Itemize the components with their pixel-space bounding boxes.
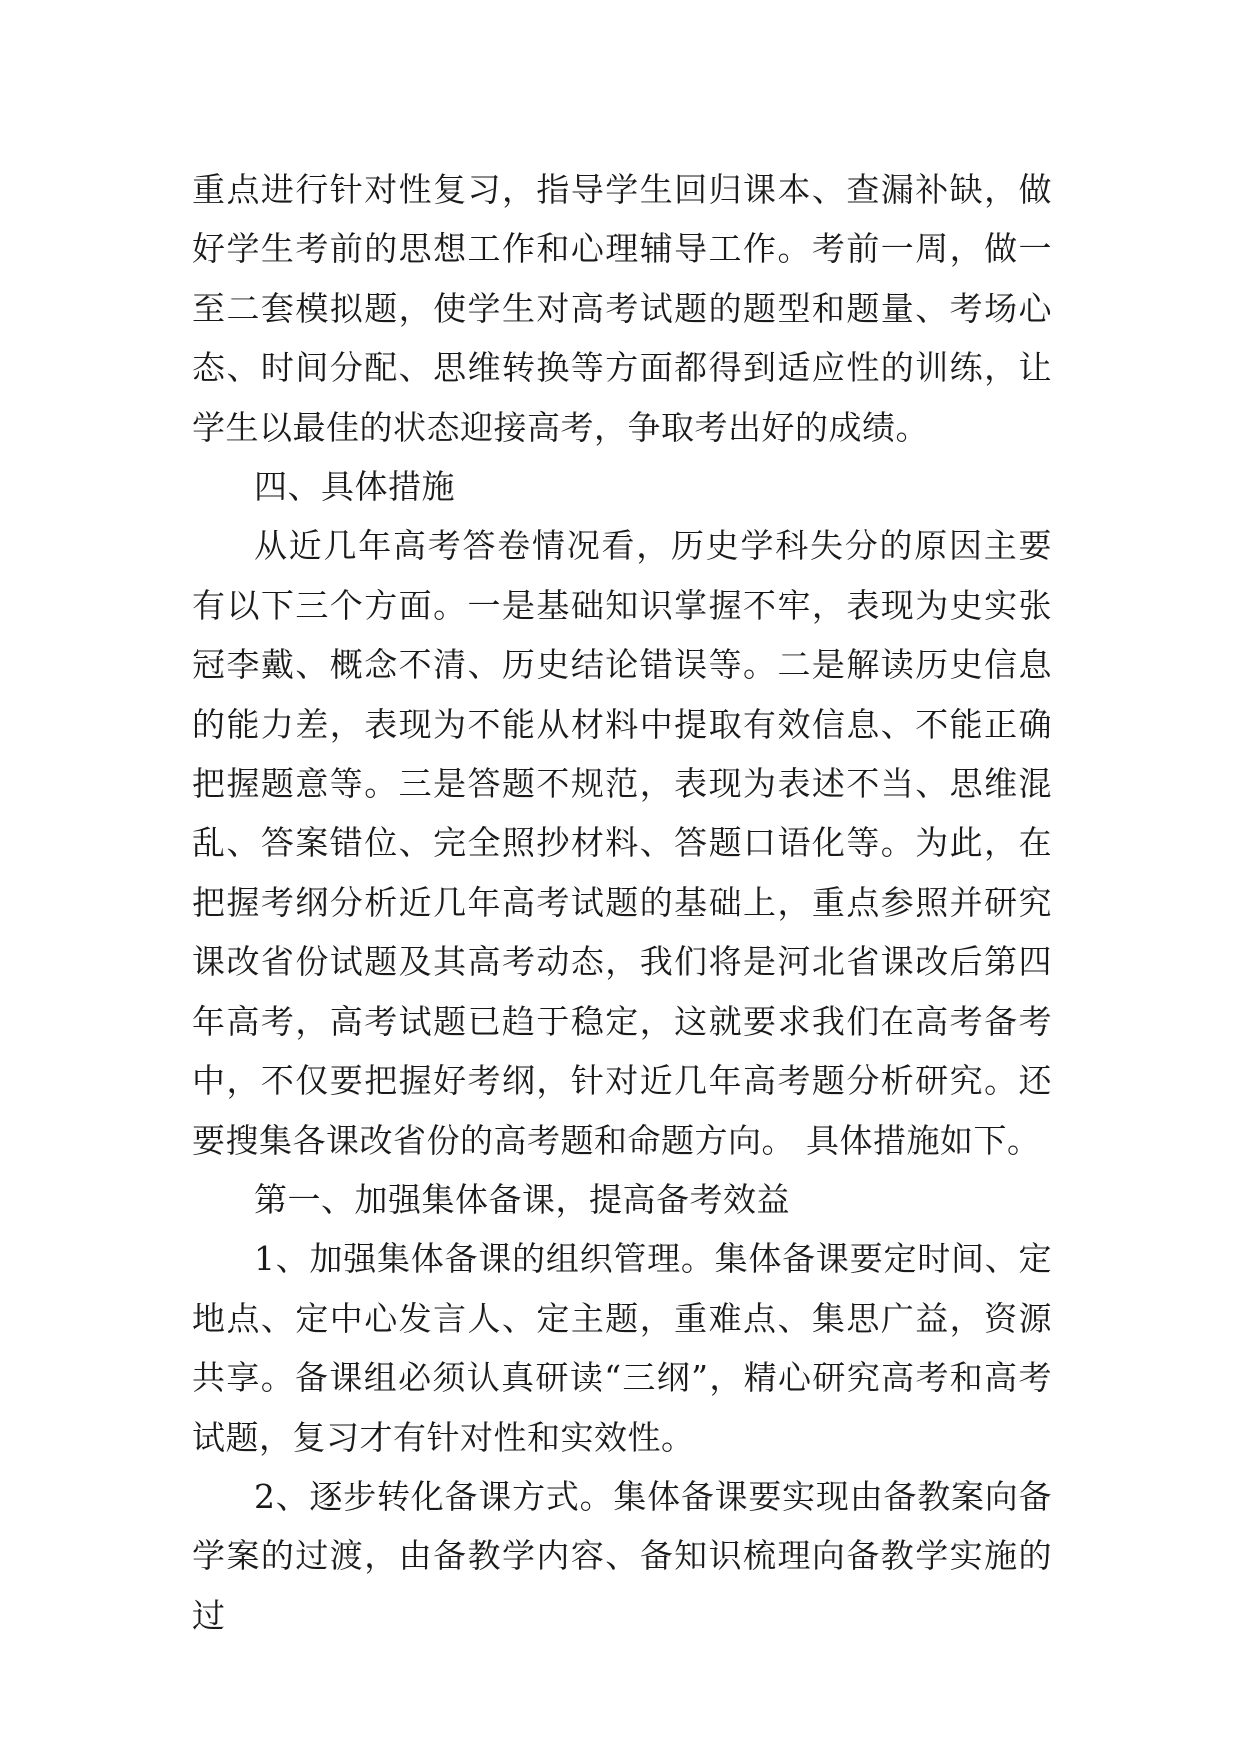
paragraph-analysis: 从近几年高考答卷情况看，历史学科失分的原因主要有以下三个方面。一是基础知识掌握不牢，表现为史实张冠李戴、概念不清、历史结论错误等。二是解读历史信息的能力差，表现为不能从材料中提取有效信息、不能正确把握题意等。三是答题不规范，表现为表述不当、思维混乱、答案错位、完全照抄材料、答题口语化等。为此，在把握考纲分析近几年高考试题的基础上，重点参照并研究课改省份试题及其高考动态，我们将是河北省课改后第四年高考，高考试题已趋于稳定，这就要求我们在高考备考中，不仅要把握好考纲，针对近几年高考题分析研究。还要搜集各课改省份的高考题和命题方向。 具体措施如下。 bbox=[192, 526, 1052, 1160]
paragraph-item-1: 1、加强集体备课的组织管理。集体备课要定时间、定地点、定中心发言人、定主题，重难点、集思广益，资源共享。备课组必须认真研读“三纲”，精心研究高考和高考试题，复习才有针对性和实效性。 bbox=[192, 1239, 1052, 1457]
paragraph-item-2: 2、逐步转化备课方式。集体备课要实现由备教案向备学案的过渡，由备教学内容、备知识梳理向备教学实施的过 bbox=[192, 1476, 1052, 1635]
document-page bbox=[192, 160, 1052, 1645]
subheading-collective-lesson-prep: 第一、加强集体备课，提高备考效益 bbox=[254, 1179, 790, 1219]
section-heading-measures: 四、具体措施 bbox=[254, 467, 455, 507]
paragraph-continuation: 重点进行针对性复习，指导学生回归课本、查漏补缺，做好学生考前的思想工作和心理辅导工作。考前一周，做一至二套模拟题，使学生对高考试题的题型和题量、考场心态、时间分配、思维转换等方面都得到适应性的训练，让学生以最佳的状态迎接高考，争取考出好的成绩。 bbox=[192, 170, 1052, 447]
